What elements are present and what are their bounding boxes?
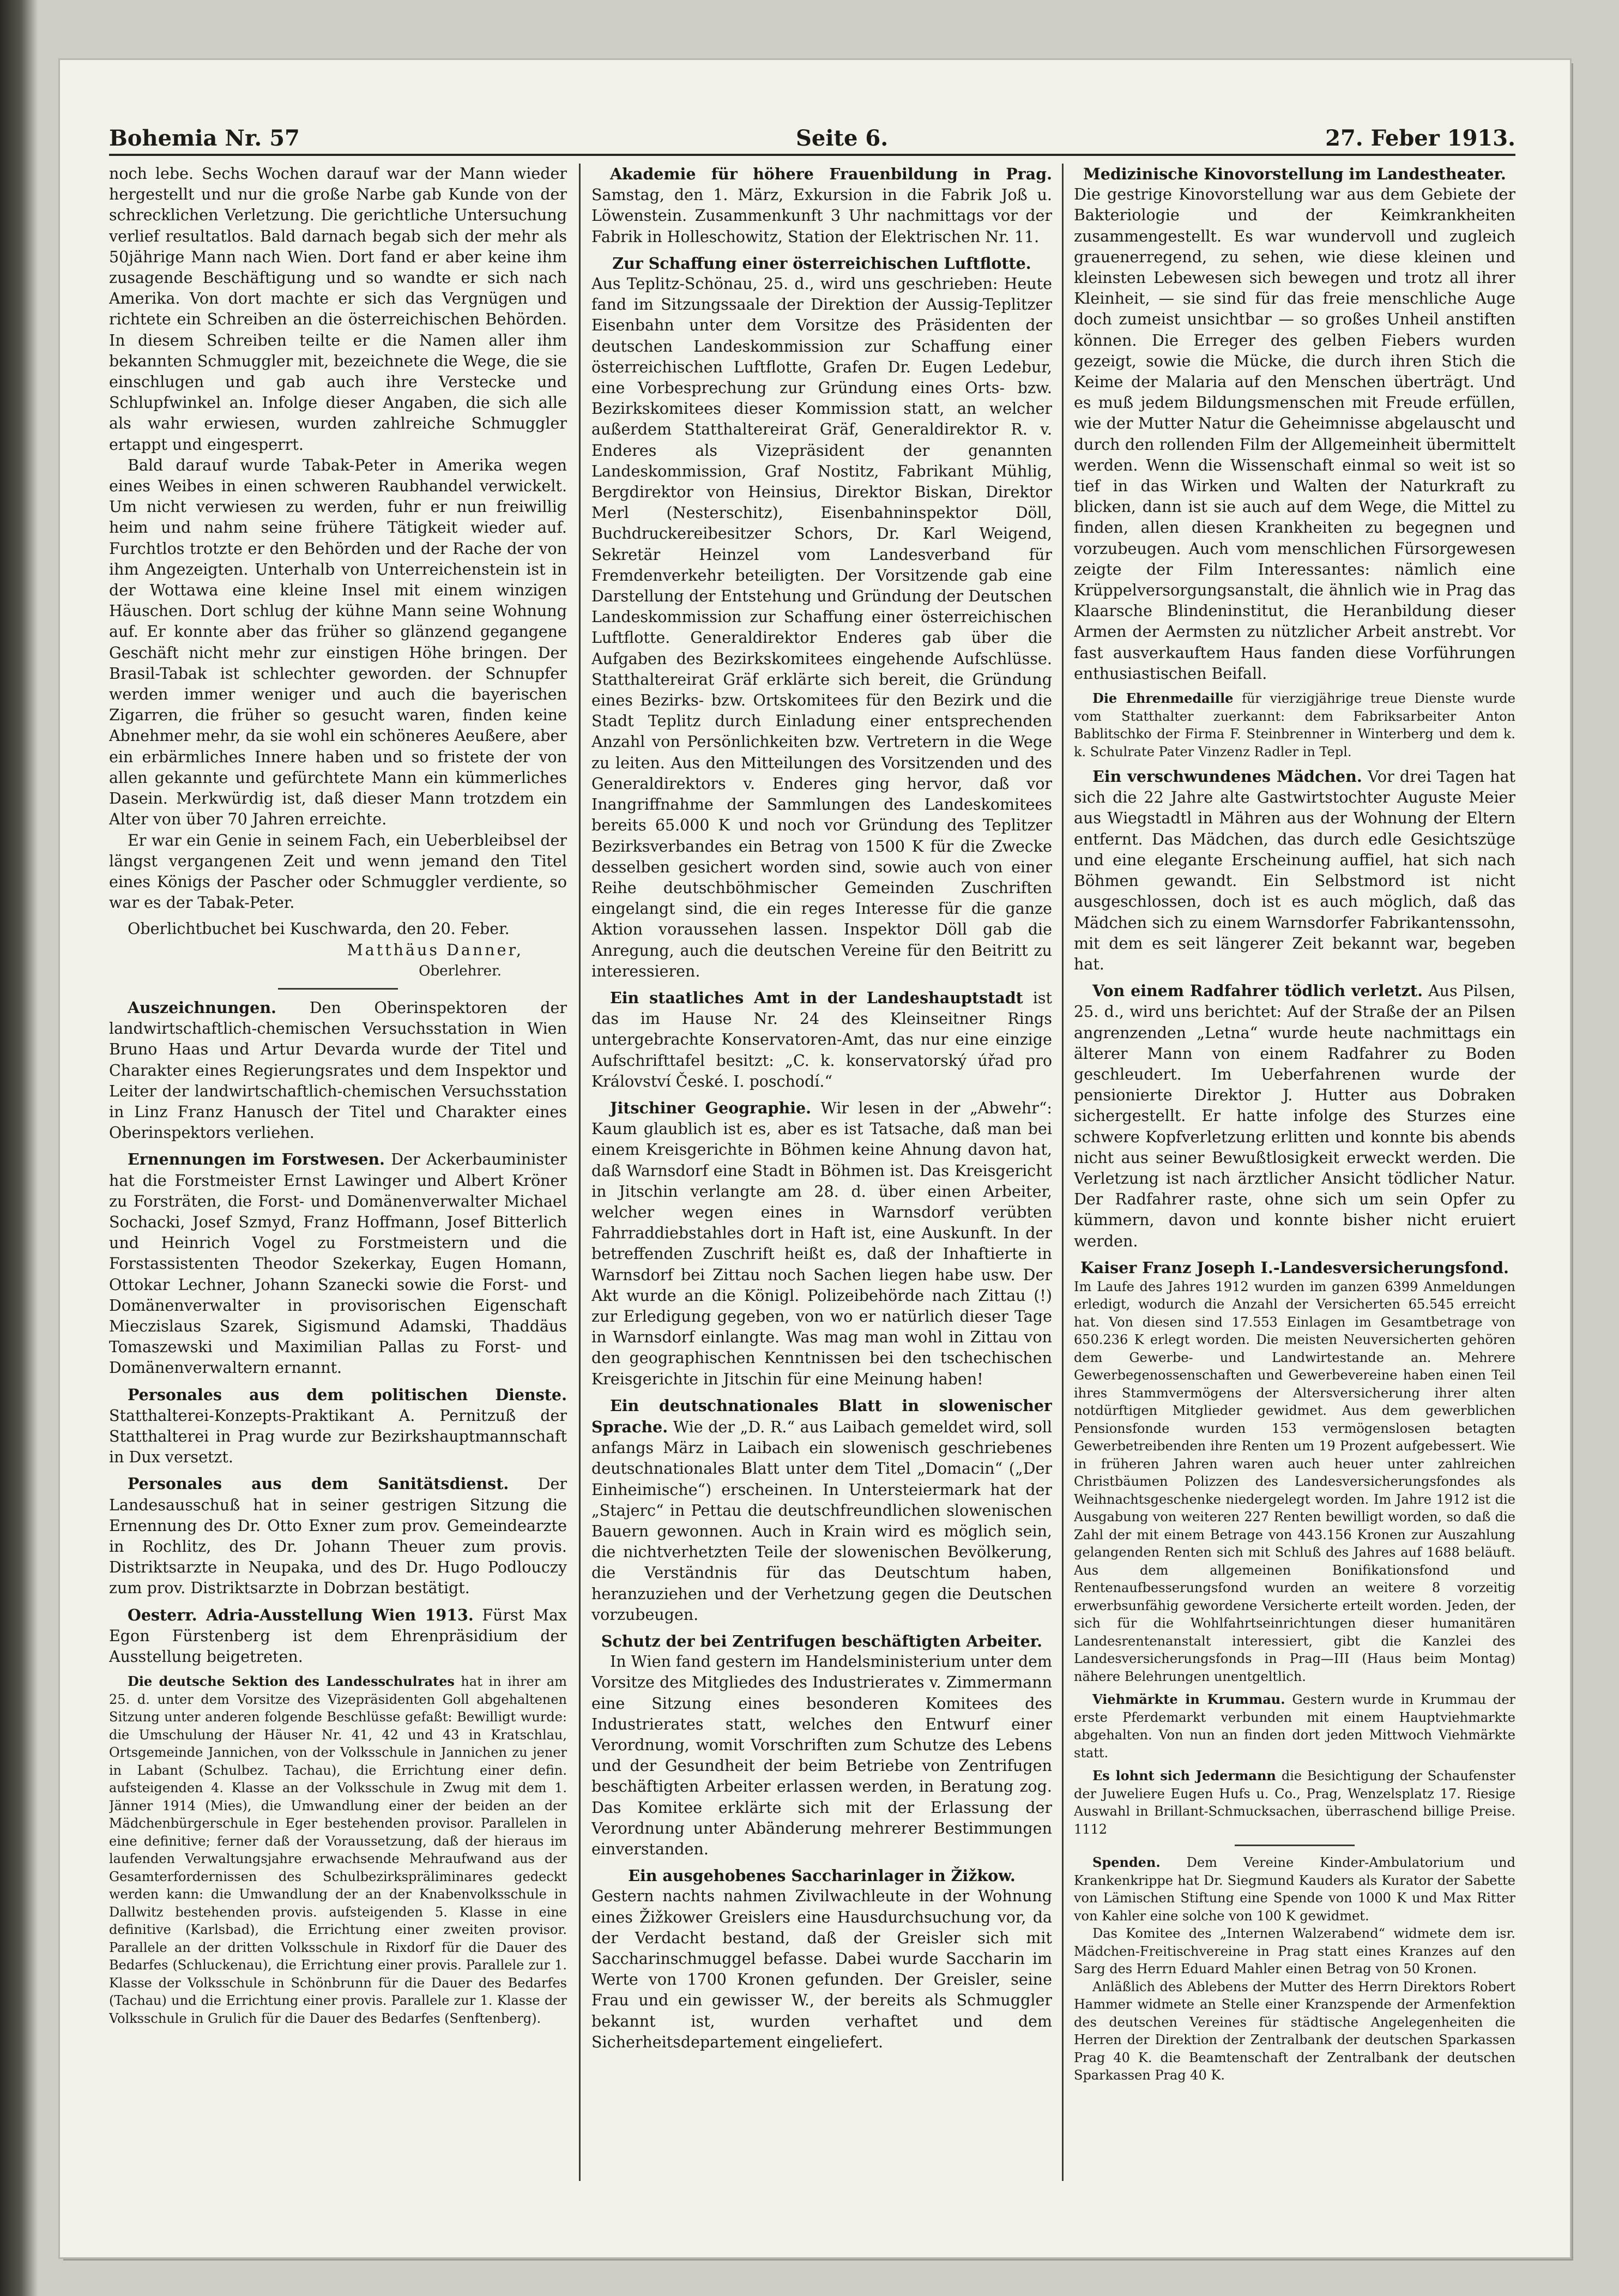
news-heading: Oesterr. Adria-Ausstellung Wien 1913. — [128, 1605, 474, 1624]
column-3 — [1074, 164, 1515, 2203]
news-heading: Ein verschwundenes Mädchen. — [1092, 767, 1362, 786]
page-header — [109, 121, 1515, 156]
news-item: Ein staatliches Amt in der Landeshauptstadt ist das im Hause Nr. 24 des Kleinseitner Rings untergebrachte Konservatoren-Amt, das nur eine einzige Aufschrifttafel besitzt: „C. k. konservatorský úřad pro Království České. I. poschodí.“ — [591, 988, 1052, 1090]
news-item: Ein verschwundenes Mädchen. Vor drei Tagen hat sich die 22 Jahre alte Gastwirtstochter Auguste Meier aus Wiegstadtl in Mähren aus der Wohnung der Eltern entfernt. Das Mädchen, das durch edle Gesichtszüge und eine elegante Erscheinung auffiel, hat sich nach Böhmen gewandt. Ein Selbstmord ist nicht ausgeschlossen, doch ist es auch möglich, daß das Mädchen sich zu einem Warnsdorfer Fabrikantenssohn, mit dem es seit längerer Zeit bekannt war, begeben hat. — [1074, 767, 1515, 973]
column-rule — [579, 164, 581, 2181]
column-rule — [1062, 164, 1064, 2181]
news-heading: Akademie für höhere Frauenbildung in Prag. — [610, 165, 1052, 183]
news-item: Die deutsche Sektion des Landesschulrates hat in ihrer am 25. d. unter dem Vorsitze des Vizepräsidenten Goll abgehaltenen Sitzung unter anderen folgende Beschlüsse gefaßt: Bewilligt wurde: die Umschulung der Häuser Nr. 41, 42 und 43 in Kratschlau, Ortsgemeinde Jannichen, von der Volksschule in Jannichen zu jener in Labant (Schulbez. Tachau), die Errichtung einer defin. aufsteigenden 4. Klasse an der Volksschule in Zwug mit dem 1. Jänner 1914 (Mies), die Umwandlung einer der beiden an der Mädchenbürgerschule in Eger bestehenden provisor. Parallelen in eine definitive; ferner daß der Voraussetzung, daß der hieraus im laufenden Verwaltungsjahre erwachsende Mehraufwand aus der Gesamterfordernissen des Schulbezirkspräliminares gedeckt werden kann: die Umwandlung der an der Knabenvolksschule in Dallwitz bestehenden provis. aufsteigenden 5. Klasse in eine definitive (Karlsbad), die Errichtung einer zweiten provisor. Parallele an der dritten Volksschule in Rixdorf für die Dauer des Bedarfes (Schluckenau), die Errichtung einer provis. Parallele zur 1. Klasse der Volksschule in Schönbrunn für die Dauer des Bedarfes (Tachau) und die Errichtung einer provis. Parallele zur 1. Klasse der Volksschule in Grulich für die Dauer des Bedarfes (Senftenberg). — [109, 1673, 567, 2026]
news-body: Aus Teplitz-Schönau, 25. d., wird uns geschrieben: Heute fand im Sitzungssaale der Direktion der Aussig-Teplitzer Eisenbahn unter dem Vorsitze des Präsidenten der deutschen Landeskommission zur Schaffung einer österreichischen Luftflotte, Grafen Dr. Eugen Ledebur, eine Vorbesprechung zur Gründung eines Orts- bzw. Bezirkskomitees dieser Kommission statt, an welcher außerdem Statthaltereirat Gräf, Generaldirektor R. v. Enderes als Vizepräsident der genannten Landeskommission, Graf Nostitz, Fabrikant Mühlig, Bergdirektor von Heinsius, Direktor Biskan, Direktor Merl (Nesterschitz), Eisenbahninspektor Döll, Buchdruckereibesitzer Schors, Dr. Karl Weigend, Sekretär Heinzel vom Landesverband für Fremdenverkehr beteiligten. Der Vorsitzende gab eine Darstellung der Entstehung und Gründung der Deutschen Landeskommission zur Schaffung einer österreichischen Luftflotte. Generaldirektor Enderes gab über die Aufgaben des Bezirkskomitees eingehende Aufschlüsse. Statthaltereirat Gräf erklärte sich bereit, die Gründung eines Bezirks- bzw. Ortskomitees für den Bezirk und die Stadt Teplitz durch Einladung einer entsprechenden Anzahl von Persönlichkeiten bzw. Vertretern in die Wege zu leiten. Aus den Mitteilungen des Vorsitzenden und des Generaldirektors v. Enderes ging hervor, daß vor Inangriffnahme der Sammlungen des Landeskomitees bereits 65.000 K und noch vor Gründung des Teplitzer Bezirksverbandes ein Betrag von 1500 K für die Zwecke desselben gesichert worden sind, sowie auch von einer Reihe deutschböhmischer Gemeinden Zuschriften eingelangt sind, die ein reges Interesse für die ganze Aktion voraussehen lassen. Inspektor Döll gab die Anregung, auch die deutschen Vereine für den Beitritt zu interessieren. — [591, 275, 1052, 980]
section-divider — [278, 988, 398, 990]
news-heading: Viehmärkte in Krummau. — [1092, 1691, 1285, 1708]
column-1 — [109, 164, 567, 2203]
news-heading: Die Ehrenmedaille — [1092, 690, 1234, 707]
article-paragraph: Er war ein Genie in seinem Fach, ein Ueberbleibsel der längst vergangenen Zeit und wenn jemand den Titel eines Königs der Pascher oder Schmuggler verdiente, so war es der Tabak-Peter. — [109, 831, 567, 912]
news-item: Akademie für höhere Frauenbildung in Prag. Samstag, den 1. März, Exkursion in die Fabrik Joß u. Löwenstein. Zusammenkunft 3 Uhr nachmittags vor der Fabrik in Holleschowitz, Station der Elektrischen Nr. 11. — [591, 165, 1052, 246]
news-body: Das Komitee des „Internen Walzerabend“ widmete dem isr. Mädchen-Freitischvereine in Prag statt eines Kranzes auf den Sarg des Herrn Eduard Mahler einen Betrag von 50 Kronen. — [1074, 1926, 1515, 1977]
news-heading: Jitschiner Geographie. — [610, 1098, 812, 1117]
news-body: Die gestrige Kinovorstellung war aus dem Gebiete der Bakteriologie und der Keimkrankheiten zusammengestellt. Es war wundervoll und zugleich grauenerregend, zu sehen, wie diese kleinen und kleinsten Lebewesen sich bewegen und trotz all ihrer Kleinheit, — sie sind für das freie menschliche Auge doch zumeist unsichtbar — so großes Unheil anstiften können. Die Erreger des gelben Fiebers wurden gezeigt, sowie die Mücke, die durch ihren Stich die Keime der Malaria auf den Menschen überträgt. Und es muß jedem Bildungsmenschen mit Freude erfüllen, wie der Mutter Natur die Geheimnisse abgelauscht und durch den rollenden Film der Allgemeinheit übermittelt werden. Wenn die Wissenschaft einmal so weit ist so tief in das Wirken und Walten der Naturkraft zu blicken, dann ist sie auch auf dem Wege, die Mittel zu finden, allen diesen Krankheiten zu begegnen und vorzubeugen. Auch vom menschlichen Fürsorgewesen zeigte der Film Interessantes: nämlich eine Krüppelversorgungsanstalt, die ähnlich wie in Prag das Klaarsche Blindeninstitut, die Heranbildung dieser Armen der Aermsten zu nützlicher Arbeit anstrebt. Vor fast ausverkauftem Haus fanden diese Vorführungen enthusiastischen Beifall. — [1074, 185, 1515, 683]
news-heading: Es lohnt sich Jedermann — [1092, 1768, 1276, 1784]
column-2 — [591, 164, 1052, 2203]
ad-number: 1112 — [1074, 1821, 1108, 1837]
news-item: Ein deutschnationales Blatt in slowenischer Sprache. Wie der „D. R.“ aus Laibach gemeldet wird, soll anfangs März in Laibach ein slowenisch geschriebenes deutschnationales Blatt unter dem Titel „Domacin“ („Der Einheimische“) erscheinen. In Untersteiermark hat der „Stajerc“ in Pettau die deutschfreundlichen slowenischen Bauern gewonnen. Auch in Krain wird es möglich sein, die nichtverhetzten Teile der slowenischen Bevölkerung, die Verständnis für das Deutschtum haben, heranzuziehen und der Verhetzung gegen die Deutschen vorzubeugen. — [591, 1396, 1052, 1624]
news-item: Personales aus dem politischen Dienste. Statthalterei-Konzepts-Praktikant A. Pernitzuß der Statthalterei in Prag wurde zur Bezirkshauptmannschaft in Dux versetzt. — [109, 1385, 567, 1467]
news-body: Im Laufe des Jahres 1912 wurden im ganzen 6399 Anmeldungen erledigt, wodurch die Anzahl der Versicherten 65.545 erreicht hat. Von diesen sind 17.553 Einlagen im Gesamtbetrage von 650.236 K erlegt worden. Die meisten Neuversicherten gehören dem Gewerbe- und Landwirtestande an. Mehrere Gewerbegenossenschaften und Gewerbevereine haben einen Teil ihres Stammvermögens der Altersversicherung ihrer alten notdürftigen Mitglieder gewidmet. Aus dem gewerblichen Pensionsfonde wurden 153 vermögenslosen betagten Gewerbetreibenden ihre Renten um 19 Prozent aufgebessert. Wie in früheren Jahren waren auch heuer unter zahlreichen Christbäumen Polizzen des Landesversicherungsfondes als Weihnachtsgeschenke niedergelegt worden. Im Jahre 1912 ist die Ausgabung von weiteren 227 Renten bewilligt worden, so daß die Zahl der mit einem Betrage von 443.156 Kronen zur Auszahlung gelangenden Renten sich mit Schluß des Jahres auf 1688 beläuft. Aus dem allgemeinen Bonifikationsfond und Rentenaufbesserungsfond wurden an weitere 8 vorzeitig erwerbsunfähig gewordene Versicherte erteilt worden. Jeden, der sich für die Wohlfahrtseinrichtungen dieser humanitären Landesrentenanstalt interessiert, gibt die Kanzlei des Landesversicherungsfonds in Prag—III (Haus beim Montag) nähere Belehrungen unentgeltlich. — [1074, 1279, 1515, 1684]
news-body: In Wien fand gestern im Handelsministerium unter dem Vorsitze des Mitgliedes des Industrierates v. Zimmermann eine Sitzung eines besonderen Komitees des Industrierates statt, welches den Entwurf einer Verordnung, womit Vorschriften zum Schutze des Lebens und der Gesundheit der beim Betriebe von Zentrifugen beschäftigten Arbeiter erlassen werden, in Beratung zog. Das Komitee erklärte sich mit der Erlassung der Verordnung unter Abänderung mehrerer Bestimmungen einverstanden. — [591, 1653, 1052, 1859]
news-heading: Von einem Radfahrer tödlich verletzt. — [1092, 981, 1423, 1001]
news-body: Gestern nachts nahmen Zivilwachleute in der Wohnung eines Žižkower Greislers eine Hausdurchsuchung vor, da der Verdacht bestand, daß der Greisler sich mit Saccharinschmuggel befasse. Dabei wurde Saccharin im Werte von 1700 Kronen gefunden. Der Greisler, seine Frau und ein gewisser W., der bereits als Schmuggler bekannt ist, wurden verhaftet und dem Sicherheitsdepartement eingeliefert. — [591, 1887, 1052, 2051]
news-body: Anläßlich des Ablebens der Mutter des Herrn Direktors Robert Hammer widmete an Stelle einer Kranzspende der Armenfektion des deutschen Vereines für städtische Angelegenheiten die Herren der Direktion der Zentralbank der deutschen Sparkassen Prag 40 K. die Beamtenschaft der Zentralbank der deutschen Sparkassen Prag 40 K. — [1074, 1979, 1515, 2083]
news-heading: Schutz der bei Zentrifugen beschäftigten Arbeiter. — [601, 1632, 1043, 1651]
news-heading: Personales aus dem Sanitätsdienst. — [128, 1474, 509, 1493]
news-heading: Ernennungen im Forstwesen. — [128, 1150, 385, 1169]
news-heading: Personales aus dem politischen Dienste. — [128, 1385, 567, 1404]
news-heading: Ein ausgehobenes Saccharinlager in Žižkow. — [628, 1866, 1016, 1885]
author-title: Oberlehrer. — [419, 962, 502, 979]
news-heading: Zur Schaffung einer österreichischen Luftflotte. — [612, 254, 1031, 273]
news-item: Die Ehrenmedaille für vierzigjährige treue Dienste wurde vom Statthalter zuerkannt: dem Fabriksarbeiter Anton Bablitschko der Firma F. Steinbrenner in Winterberg und dem k. k. Schulrate Pater Vinzenz Radler in Tepl. — [1074, 690, 1515, 760]
news-heading: Die deutsche Sektion des Landesschulrates — [128, 1673, 455, 1690]
advertisement: Es lohnt sich Jedermann die Besichtigung der Schaufenster der Juweliere Eugen Hufs u. Co., Prag, Wenzelsplatz 17. Riesige Auswahl in Brillant-Schmucksachen, überraschend billige Preise. 1112 — [1074, 1768, 1515, 1837]
news-item: Spenden. Dem Vereine Kinder-Ambulatorium und Krankenkrippe hat Dr. Siegmund Kauders als Kurator der Sabette von Lämischen Stiftung eine Spende von 1000 K und Max Ritter von Kahler eine solche von 100 K gewidmet. — [1074, 1854, 1515, 1924]
news-heading: Kaiser Franz Joseph I.-Landesversicherungsfond. — [1080, 1258, 1509, 1277]
article-paragraph: noch lebe. Sechs Wochen darauf war der Mann wieder hergestellt und nur die große Narbe gab Kunde von der schrecklichen Verletzung. Die gerichtliche Untersuchung verlief resultatlos. Bald darnach begab sich der mehr als 50jährige Mann nach Wien. Dort fand er aber keine ihm zusagende Beschäftigung und so wandte er sich nach Amerika. Von dort machte er sich das Vergnügen und richtete ein Schreiben an die österreichischen Behörden. In diesem Schreiben teilte er die Namen aller ihm bekannten Schmuggler mit, bezeichnete die Wege, die sie einschlugen und gab auch ihre Verstecke und Schlupfwinkel an. Infolge dieser Angaben, die sich alle als wahr erwiesen, wurden zahlreiche Schmuggler ertappt und eingesperrt. — [109, 165, 567, 454]
news-item: Personales aus dem Sanitätsdienst. Der Landesausschuß hat in seiner gestrigen Sitzung die Ernennung des Dr. Otto Exner zum prov. Gemeindearzte in Rochlitz, des Dr. Johann Theuer zum provis. Distriktsarzte in Neupaka, und des Dr. Hugo Podlouczy zum prov. Distriktsarzte in Dobrzan bestätigt. — [109, 1474, 567, 1598]
news-item: Auszeichnungen. Den Oberinspektoren der landwirtschaftlich-chemischen Versuchsstation in Wien Bruno Haas und Artur Devarda wurde der Titel und Charakter eines Regierungsrates und dem Inspektor und Leiter der landwirtschaftlich-chemischen Versuchsstation in Linz Franz Hanusch der Titel und Charakter eines Oberinspektors verliehen. — [109, 998, 567, 1142]
section-divider — [1235, 1845, 1355, 1846]
publication-issue: Bohemia Nr. 57 — [109, 125, 300, 151]
news-heading: Ein staatliches Amt in der Landeshauptstadt — [610, 988, 1023, 1007]
page-number: Seite 6. — [796, 125, 889, 151]
article-place-date: Oberlichtbuchet bei Kuschwarda, den 20. Feber. — [128, 920, 510, 938]
news-heading: Medizinische Kinovorstellung im Landestheater. — [1083, 165, 1506, 183]
news-heading: Spenden. — [1092, 1854, 1161, 1871]
issue-date: 27. Feber 1913. — [1325, 125, 1515, 151]
article-paragraph: Bald darauf wurde Tabak-Peter in Amerika wegen eines Weibes in einen schweren Raubhandel verwickelt. Um nicht verwiesen zu werden, fuhr er nun freiwillig heim und nahm seine frühere Tätigkeit wieder auf. Furchtlos trotzte er den Behörden und der Rache der von ihm Angezeigten. Unterhalb von Unterreichenstein ist in der Wottawa eine kleine Insel mit einem winzigen Häuschen. Dort schlug der kühne Mann seine Wohnung auf. Er konnte aber das früher so glänzend gegangene Geschäft nicht mehr zur einstigen Höhe bringen. Der Brasil-Tabak ist schlechter geworden. der Schnupfer werden immer weniger und auch die bayerischen Zigarren, die früher so gesucht waren, finden keine Abnehmer mehr, da sie wohl ein schöneres Aeußere, aber ein erbärmliches Innere haben und so fristete der von allen gekannte und gefürchtete Mann ein kümmerliches Dasein. Merkwürdig ist, daß dieser Mann trotzdem ein Alter von über 70 Jahren erreichte. — [109, 456, 567, 829]
news-item: Ernennungen im Forstwesen. Der Ackerbauminister hat die Forstmeister Ernst Lawinger und Albert Kröner zu Forsträten, die Forst- und Domänenverwalter Michael Sochacki, Josef Szmyd, Franz Hoffmann, Josef Bitterlich und Heinrich Vogel zu Forstmeistern und die Forstassistenten Theodor Szekerkay, Eugen Homann, Ottokar Lechner, Johann Szanecki sowie die Forst- und Domänenverwalter in provisorischen Eigenschaft Mieczislaus Szarek, Sigismund Adamski, Thaddäus Tomaszewski und Maximilian Pallas zu Forst- und Domänenverwaltern ernannt. — [109, 1150, 567, 1377]
news-item: Oesterr. Adria-Ausstellung Wien 1913. Fürst Max Egon Fürstenberg ist dem Ehrenpräsidium der Ausstellung beigetreten. — [109, 1605, 567, 1666]
news-heading: Ein deutschnationales Blatt in slowenischer Sprache. — [591, 1396, 1052, 1436]
author-name: Matthäus Danner, — [347, 941, 523, 959]
book-spine-shadow — [0, 0, 38, 2296]
news-heading: Auszeichnungen. — [128, 998, 276, 1017]
news-item: Jitschiner Geographie. Wir lesen in der „Abwehr“: Kaum glaublich ist es, aber es ist Tatsache, daß man bei einem Kreisgerichte in Böhmen keine Ahnung davon hat, daß Warnsdorf eine Stadt in Böhmen ist. Das Kreisgericht in Jitschin verlangte am 28. d. über einen Arbeiter, welcher wegen eines in Warnsdorf verübten Fahrraddiebstahles dort in Haft ist, eine Auskunft. In der betreffenden Zuschrift heißt es, daß der Inhaftierte in Warnsdorf bei Zittau noch Sachen liegen habe usw. Der Akt wurde an die Königl. Polizeibehörde nach Zittau (!) zur Erledigung gegeben, von wo er natürlich dieser Tage in Warnsdorf einlangte. Was mag man wohl in Zittau von den geographischen Kenntnissen bei den tschechischen Kreisgerichte in Jitschin für eine Meinung haben! — [591, 1098, 1052, 1388]
news-item: Viehmärkte in Krummau. Gestern wurde in Krummau der erste Pferdemarkt verbunden mit einem Hauptviehmarkte abgehalten. Von nun an finden dort jeden Mittwoch Viehmärkte statt. — [1074, 1691, 1515, 1761]
news-item: Von einem Radfahrer tödlich verletzt. Aus Pilsen, 25. d., wird uns berichtet: Auf der Straße der an Pilsen angrenzenden „Letna“ wurde heute nachmittags ein älterer Mann von einem Radfahrer zu Boden geschleudert. Im Ueberfahrenen wurde der pensionierte Direktor J. Hutter aus Dobraken sichergestellt. Er hatte infolge des Sturzes eine schwere Kopfverletzung erlitten und konnte bis abends nicht aus seiner Bewußtlosigkeit erweckt werden. Die Verletzung ist nach ärztlicher Ansicht tödlicher Natur. Der Radfahrer raste, ohne sich um sein Opfer zu kümmern, davon und konnte bisher nicht eruiert werden. — [1074, 981, 1515, 1250]
